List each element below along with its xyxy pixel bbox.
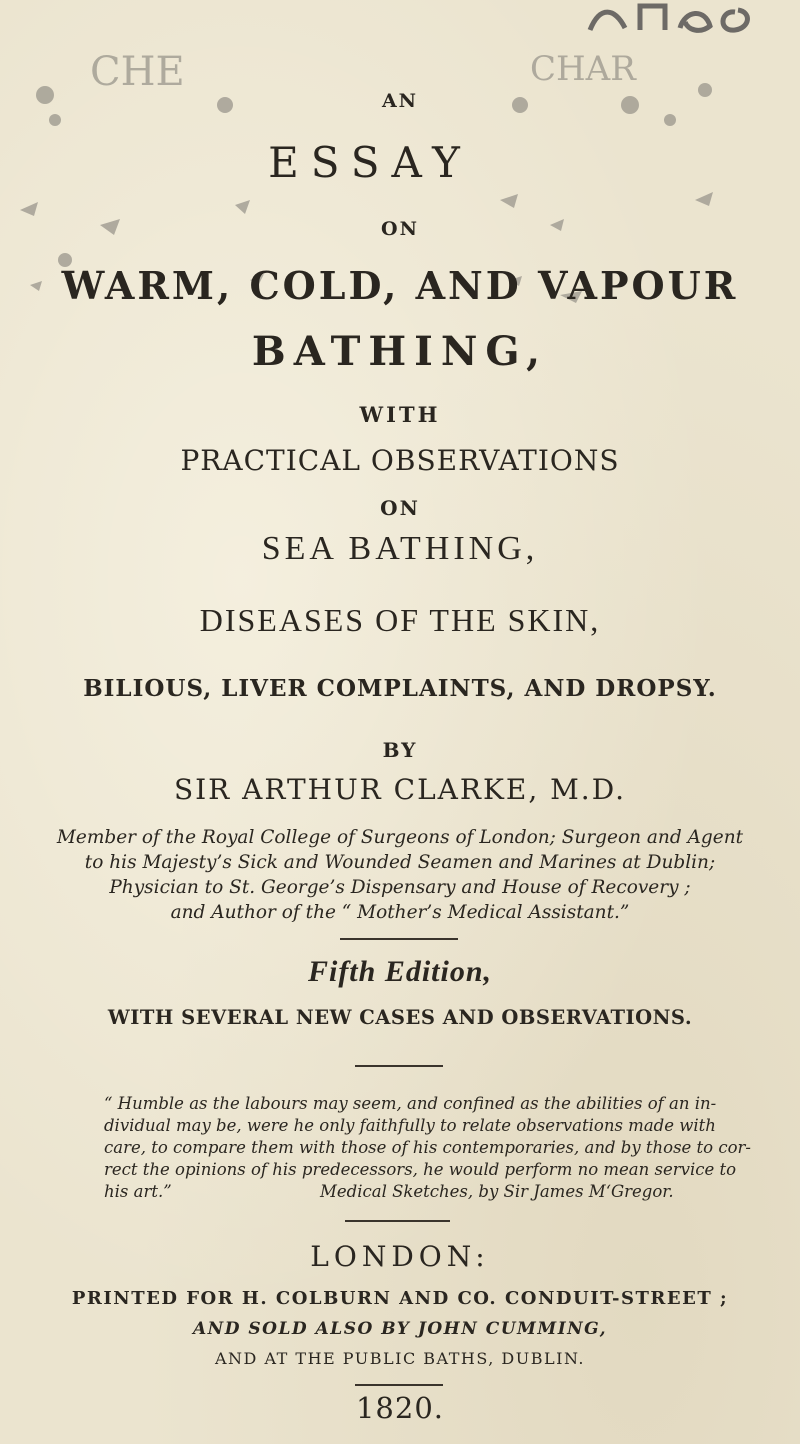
an-heading: AN (381, 90, 419, 112)
main-title: WARM, COLD, AND VAPOUR (61, 263, 739, 308)
imprint-line-3: AND AT THE PUBLIC BATHS, DUBLIN. (215, 1349, 585, 1368)
with-heading: WITH (359, 402, 441, 427)
epigraph-last-line: his art.” (104, 1182, 172, 1201)
divider-rule-1 (340, 938, 458, 940)
sea-bathing-heading: SEA BATHING, (261, 530, 539, 567)
on2-heading: ON (380, 496, 420, 520)
epigraph-line-4: rect the opinions of his predecessors, he would perform no mean service to (104, 1160, 737, 1179)
on-heading: ON (381, 218, 419, 240)
divider-rule-2 (355, 1065, 443, 1067)
diseases-heading: DISEASES OF THE SKIN, (199, 602, 601, 638)
essay-heading: ESSAY (268, 138, 472, 187)
author-credentials-line-1: Member of the Royal College of Surgeons of London; Surgeon and Agent (56, 827, 744, 848)
author-credentials-line-2: to his Majesty’s Sick and Wounded Seamen and Marines at Dublin; (84, 852, 716, 873)
bilious-heading: BILIOUS, LIVER COMPLAINTS, AND DROPSY. (83, 675, 717, 702)
year: 1820. (355, 1391, 445, 1425)
edition-label: Fifth Edition, (307, 955, 493, 988)
author-credentials-line-3: Physician to St. George’s Dispensary and House of Recovery ; (109, 877, 691, 898)
epigraph-line-3: care, to compare them with those of his contemporaries, and by those to cor- (104, 1138, 751, 1157)
imprint-line-2: AND SOLD ALSO BY JOHN CUMMING, (192, 1319, 608, 1339)
author-name: SIR ARTHUR CLARKE, M.D. (173, 773, 627, 806)
epigraph-line-1: “ Humble as the labours may seem, and confined as the abilities of an in- (104, 1094, 717, 1113)
edition-subtitle: WITH SEVERAL NEW CASES AND OBSERVATIONS. (107, 1006, 693, 1029)
author-credentials-line-4: and Author of the “ Mother’s Medical Assistant.” (170, 902, 630, 923)
practical-observations-heading: PRACTICAL OBSERVATIONS (180, 444, 620, 477)
epigraph-source: Medical Sketches, by Sir James M‘Gregor. (320, 1182, 674, 1201)
imprint-line-1: PRINTED FOR H. COLBURN AND CO. CONDUIT-STREET ; (71, 1288, 729, 1309)
london-heading: LONDON: (310, 1240, 490, 1273)
epigraph-line-2: dividual may be, were he only faithfully to relate observations made with (104, 1116, 716, 1135)
bathing-title: BATHING, (251, 328, 549, 375)
by-label: BY (382, 738, 418, 762)
svg-text:CHAR: CHAR (530, 49, 636, 89)
svg-text:CHE: CHE (90, 49, 185, 95)
divider-rule-4 (355, 1384, 443, 1386)
divider-rule-3 (345, 1220, 450, 1222)
